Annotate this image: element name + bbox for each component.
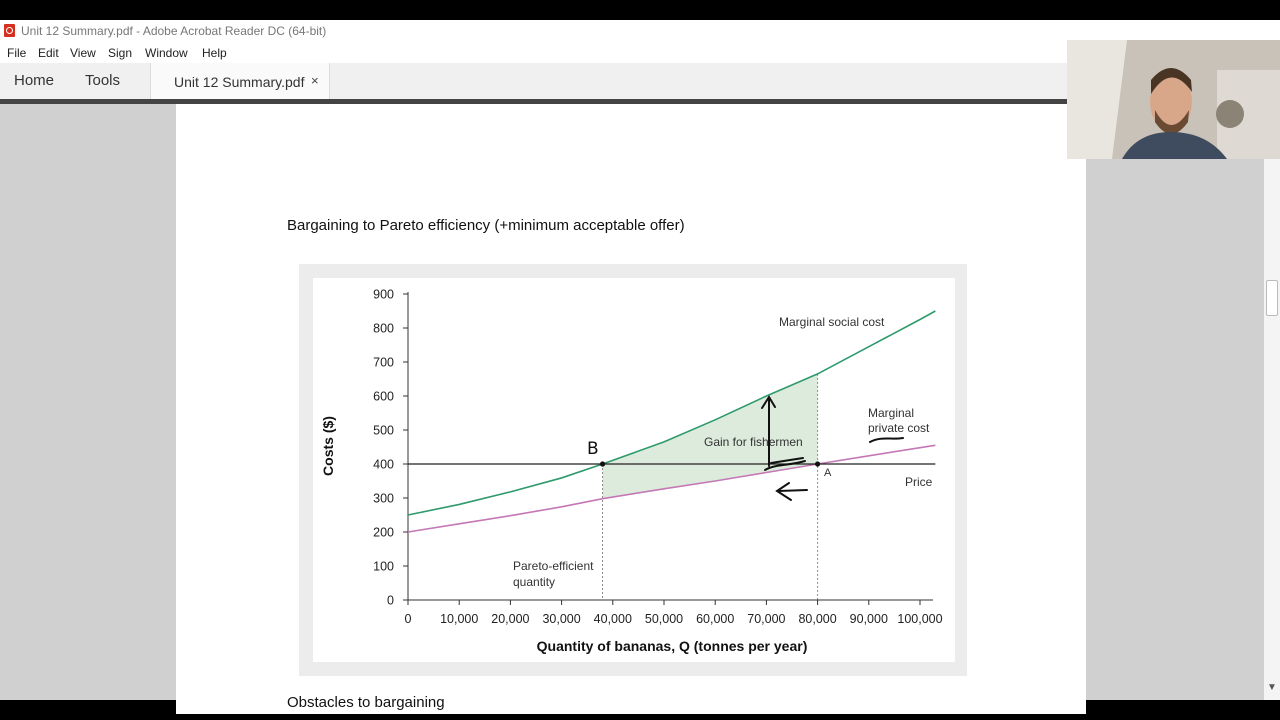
point-a-label: A bbox=[824, 467, 832, 479]
y-tick-label: 900 bbox=[373, 287, 394, 302]
x-tick-label: 70,000 bbox=[747, 612, 786, 626]
scroll-down-icon[interactable]: ▼ bbox=[1267, 682, 1277, 693]
x-tick-label: 20,000 bbox=[491, 612, 530, 626]
menu-edit[interactable]: Edit bbox=[38, 46, 59, 60]
ink-underline bbox=[870, 438, 903, 442]
x-tick-label: 50,000 bbox=[644, 612, 684, 626]
msc-label: Marginal social cost bbox=[779, 315, 885, 329]
tab-document[interactable] bbox=[150, 63, 330, 100]
x-axis-title: Quantity of bananas, Q (tonnes per year) bbox=[536, 638, 808, 654]
y-tick-label: 800 bbox=[373, 321, 394, 336]
y-tick-label: 300 bbox=[373, 491, 394, 506]
tab-home[interactable]: Home bbox=[14, 72, 55, 89]
point-a bbox=[815, 461, 820, 466]
y-tick-label: 700 bbox=[373, 355, 394, 370]
mpc-label-1: Marginal bbox=[868, 406, 915, 420]
pdf-page bbox=[176, 104, 1086, 714]
x-tick-label: 60,000 bbox=[696, 612, 735, 626]
x-tick-label: 90,000 bbox=[849, 612, 888, 626]
pareto-label-1: Pareto-efficient bbox=[513, 559, 594, 573]
chart-frame bbox=[299, 264, 967, 676]
page-heading: Bargaining to Pareto efficiency (+minimum acceptable offer) bbox=[287, 217, 685, 234]
y-tick-label: 200 bbox=[373, 525, 394, 540]
gain-label: Gain for fishermen bbox=[704, 435, 803, 449]
y-tick-label: 600 bbox=[373, 389, 394, 404]
scrollbar-thumb[interactable] bbox=[1266, 280, 1278, 316]
menu-window[interactable]: Window bbox=[145, 46, 188, 60]
mpc-label-2: private cost bbox=[868, 421, 930, 435]
handwritten-b: B bbox=[587, 439, 599, 459]
x-tick-label: 30,000 bbox=[542, 612, 581, 626]
y-axis-title: Costs ($) bbox=[320, 416, 336, 476]
x-tick-label: 10,000 bbox=[440, 612, 479, 626]
tab-document-label: Unit 12 Summary.pdf bbox=[174, 74, 305, 90]
menu-help[interactable]: Help bbox=[202, 46, 227, 60]
webcam-frame bbox=[1067, 40, 1280, 159]
x-tick-label: 40,000 bbox=[593, 612, 632, 626]
pdf-app-icon bbox=[4, 24, 15, 37]
title-bar bbox=[0, 20, 1280, 42]
x-tick-label: 80,000 bbox=[798, 612, 837, 626]
bargaining-chart bbox=[313, 278, 955, 662]
y-tick-label: 0 bbox=[387, 593, 394, 608]
chart-area bbox=[313, 278, 955, 662]
menu-file[interactable]: File bbox=[7, 46, 27, 60]
menu-view[interactable]: View bbox=[70, 46, 96, 60]
y-tick-label: 500 bbox=[373, 423, 394, 438]
x-tick-label: 0 bbox=[404, 612, 412, 626]
y-tick-label: 100 bbox=[373, 559, 394, 574]
price-label: Price bbox=[905, 475, 933, 489]
tab-tools[interactable]: Tools bbox=[85, 72, 121, 89]
point-b bbox=[600, 461, 605, 466]
x-tick-label: 100,000 bbox=[897, 612, 943, 626]
y-tick-label: 400 bbox=[373, 457, 394, 472]
window-title: Unit 12 Summary.pdf - Adobe Acrobat Reader DC (64-bit) bbox=[21, 24, 327, 38]
vertical-scrollbar[interactable] bbox=[1264, 104, 1280, 700]
acrobat-window bbox=[0, 20, 1280, 711]
next-section-heading: Obstacles to bargaining bbox=[287, 694, 445, 711]
pareto-label-2: quantity bbox=[513, 575, 556, 589]
menu-sign[interactable]: Sign bbox=[108, 46, 133, 60]
ink-left-arrow bbox=[777, 483, 807, 500]
close-icon[interactable]: × bbox=[311, 73, 319, 88]
presenter-webcam-video bbox=[1067, 40, 1280, 159]
